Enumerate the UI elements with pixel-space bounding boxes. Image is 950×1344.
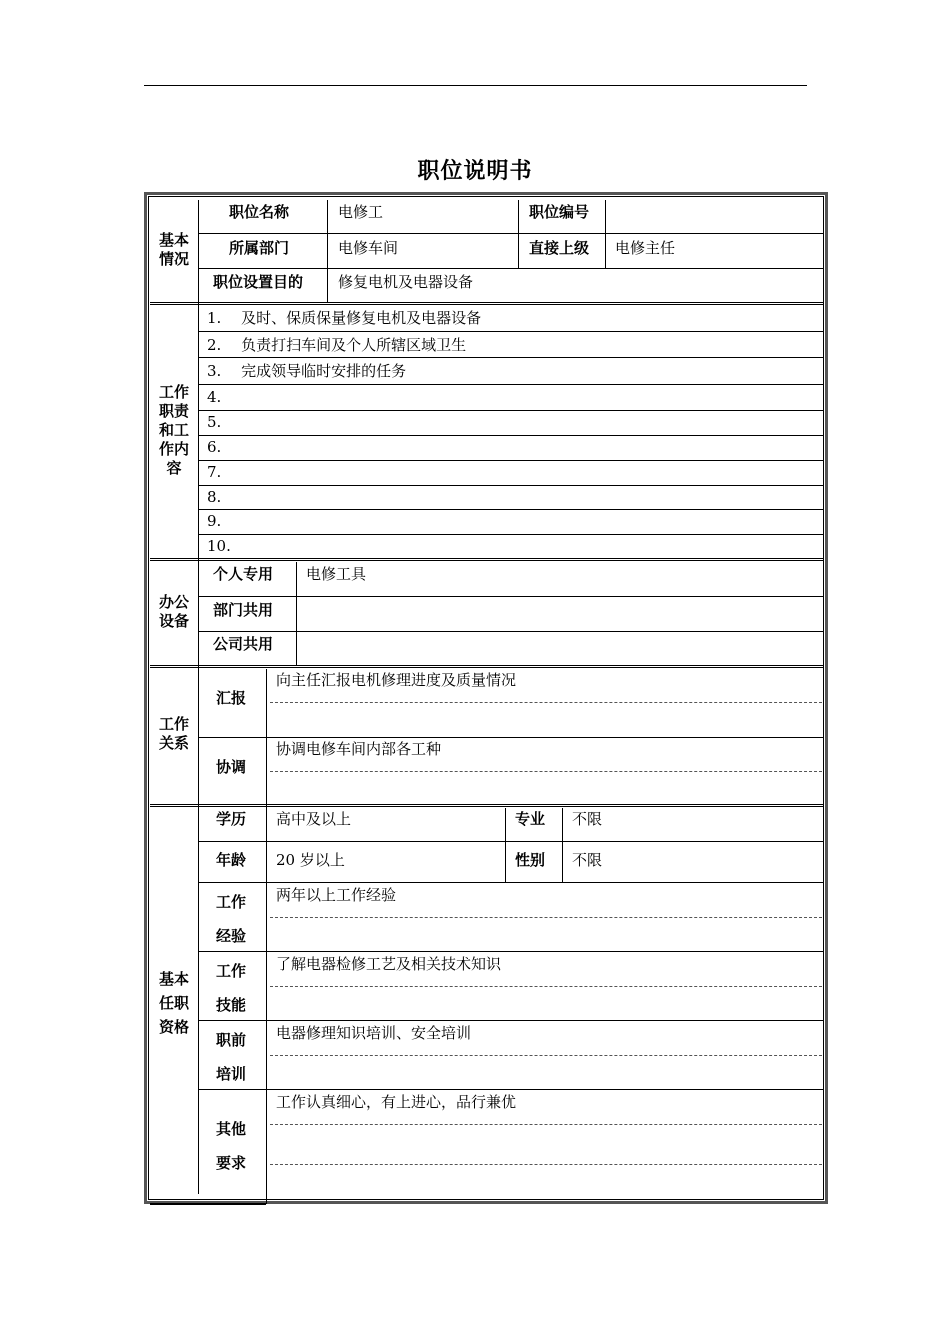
personal-equipment-label: 个人专用: [213, 565, 274, 583]
gender-label: 性别: [515, 851, 546, 869]
section-divider: [150, 558, 824, 561]
row-divider: [198, 384, 824, 385]
row-divider: [198, 357, 824, 358]
dashed-line: [270, 1164, 822, 1165]
dashed-line: [270, 917, 822, 918]
section-label-relations: 工作 关系: [158, 715, 189, 752]
duty-item: 4.: [207, 388, 222, 406]
row-divider: [198, 596, 824, 597]
purpose-value: 修复电机及电器设备: [338, 273, 474, 291]
row-divider: [198, 410, 824, 411]
supervisor-label: 直接上级: [529, 239, 590, 257]
section-column-divider: [198, 200, 199, 1194]
age-label: 年龄: [216, 851, 247, 869]
dashed-line: [270, 1055, 822, 1056]
row-divider: [198, 331, 824, 332]
duty-item: 10.: [207, 537, 231, 555]
duty-item: 2. 负责打扫车间及个人所辖区域卫生: [207, 336, 467, 354]
col-divider: [518, 200, 519, 268]
training-value: 电器修理知识培训、安全培训: [276, 1024, 472, 1042]
row-divider: [198, 951, 824, 952]
report-value: 向主任汇报电机修理进度及质量情况: [276, 671, 517, 689]
dashed-line: [270, 1124, 822, 1125]
row-divider: [198, 509, 824, 510]
major-label: 专业: [515, 810, 546, 828]
other-requirements-value: 工作认真细心，有上进心，品行兼优: [276, 1093, 517, 1111]
row-divider: [198, 460, 824, 461]
section-divider: [150, 302, 824, 305]
age-value: 20 岁以上: [276, 851, 345, 869]
education-label: 学历: [216, 810, 247, 828]
section-divider: [150, 665, 824, 668]
gender-value: 不限: [572, 851, 603, 869]
col-divider: [327, 200, 328, 303]
row-divider: [198, 233, 824, 234]
duty-item: 8.: [207, 488, 222, 506]
section-divider: [150, 804, 824, 807]
experience-label: 工作 经验: [216, 893, 247, 945]
duty-item: 6.: [207, 438, 222, 456]
training-label: 职前 培训: [216, 1031, 247, 1083]
header-rule: [144, 85, 807, 86]
company-equipment-label: 公司共用: [213, 635, 274, 653]
position-name-value: 电修工: [338, 203, 384, 221]
row-divider: [198, 1020, 824, 1021]
education-value: 高中及以上: [276, 810, 352, 828]
position-name-label: 职位名称: [229, 203, 290, 221]
report-label: 汇报: [216, 689, 247, 707]
col-divider: [505, 808, 506, 882]
department-label: 所属部门: [229, 239, 290, 257]
col-divider: [562, 808, 563, 882]
row-divider: [198, 737, 824, 738]
row-divider: [198, 485, 824, 486]
skills-value: 了解电器检修工艺及相关技术知识: [276, 955, 502, 973]
row-divider: [198, 882, 824, 883]
department-equipment-label: 部门共用: [213, 601, 274, 619]
row-divider: [198, 435, 824, 436]
col-divider: [605, 200, 606, 268]
page-title: 职位说明书: [417, 159, 533, 184]
col-divider: [266, 669, 267, 1204]
duty-item: 5.: [207, 413, 222, 431]
section-label-basic: 基本 情况: [158, 231, 189, 268]
duty-item: 7.: [207, 463, 222, 481]
skills-label: 工作 技能: [216, 962, 247, 1014]
dashed-line: [270, 986, 822, 987]
bottom-left-rule: [150, 1203, 266, 1205]
supervisor-value: 电修主任: [615, 239, 676, 257]
position-code-label: 职位编号: [529, 203, 590, 221]
row-divider: [198, 631, 824, 632]
coordinate-value: 协调电修车间内部各工种: [276, 740, 442, 758]
section-label-qualifications: 基本 任职 资格: [158, 970, 189, 1036]
coordinate-label: 协调: [216, 758, 247, 776]
duty-item: 1. 及时、保质保量修复电机及电器设备: [207, 309, 482, 327]
section-label-duties: 工作 职责 和工 作内 容: [158, 383, 189, 477]
department-value: 电修车间: [338, 239, 399, 257]
personal-equipment-value: 电修工具: [306, 565, 367, 583]
row-divider: [198, 268, 824, 269]
duty-item: 9.: [207, 512, 222, 530]
experience-value: 两年以上工作经验: [276, 886, 397, 904]
dashed-line: [270, 702, 822, 703]
dashed-line: [270, 771, 822, 772]
purpose-label: 职位设置目的: [213, 273, 304, 291]
row-divider: [198, 1089, 824, 1090]
col-divider: [296, 562, 297, 666]
other-requirements-label: 其他 要求: [216, 1120, 247, 1172]
row-divider: [198, 841, 824, 842]
row-divider: [198, 534, 824, 535]
duty-item: 3. 完成领导临时安排的任务: [207, 362, 407, 380]
major-value: 不限: [572, 810, 603, 828]
section-label-equipment: 办公 设备: [158, 593, 189, 630]
